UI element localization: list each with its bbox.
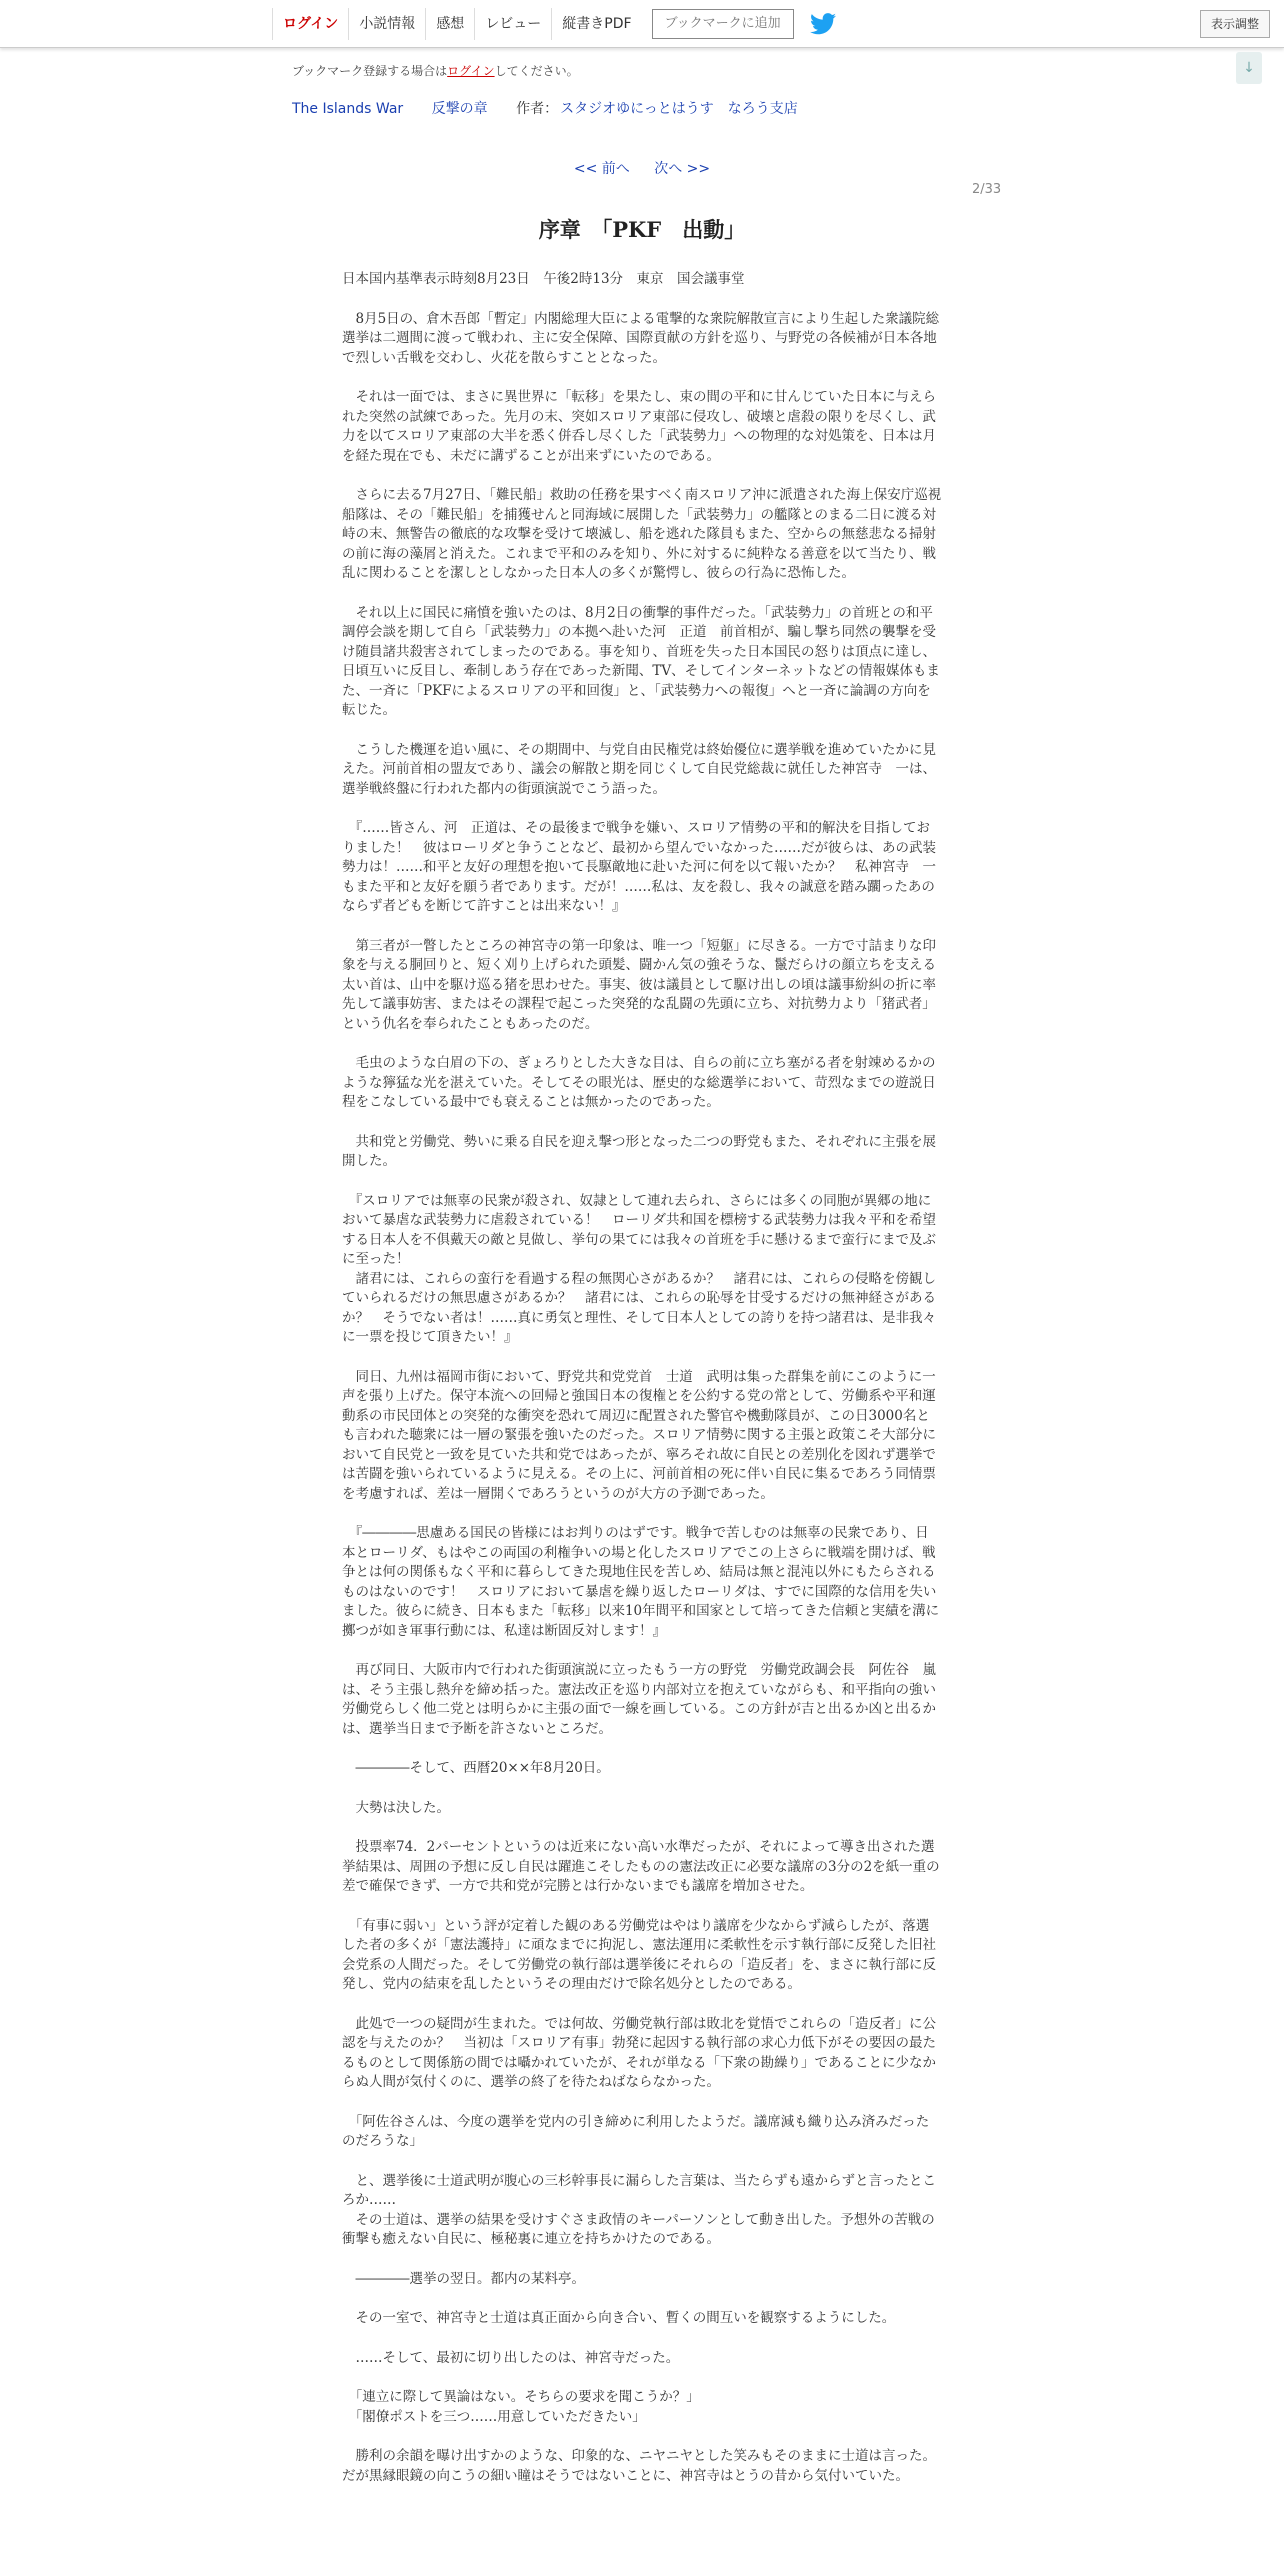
- body-paragraph: ――――そして、西暦20××年8月20日。: [342, 1760, 610, 1776]
- chapter-link[interactable]: 反撃の章: [431, 101, 488, 117]
- page-number: 2/33: [972, 182, 1002, 197]
- body-paragraph: 『――――思慮ある国民の皆様にはお判りのはずです。戦争で苦しむのは無辜の民衆であり、日本とローリダ、もはやこの両国の利権争いの場と化したスロリアでこの上さらに戦端を開けば、戦争とは何の関係もなく平和に暮らしてきた現地住民を苦しめ、結局は無と混沌以外にもたらされるものはないのです！ スロリアにおいて暴虐を繰り返したローリダは、すでに国際的な信用を失いました。彼らに続き、日本もまた「転移」以来10年間平和国家として培ってきた信頼と実績を溝に擲つが如き軍事行動には、私達は断固反対します！』: [342, 1525, 940, 1639]
- body-paragraph: 再び同日、大阪市内で行われた街頭演説に立ったもう一方の野党 労働党政調会長 阿佐谷 嵐は、そう主張し熱弁を締め括った。憲法改正を巡り内部対立を抱えていながらも、和平指向の強い労働党らしく他二党とは明らかに主張の面で一線を画している。この方針が吉と出るか凶と出るかは、選挙当日まで予断を許さないところだ。: [342, 1662, 936, 1737]
- body-paragraph: 投票率74．2パーセントというのは近来にない高い水準だったが、それによって導き出された選挙結果は、周囲の予想に反し自民は躍進こそしたものの憲法改正に必要な議席の3分の2を紙一重の差で確保できず、一方で共和党が完勝とは行かないまでも議席を増加させた。: [342, 1839, 940, 1894]
- body-paragraph: と、選挙後に士道武明が腹心の三杉幹事長に漏らした言葉は、当たらずも遠からずと言ったところか…… その士道は、選挙の結果を受けすぐさま政情のキーパーソンとして動き出した。予想外の苦戦の衝撃も癒えない自民に、極秘裏に連立を持ちかけたのである。: [342, 2172, 936, 2247]
- body-paragraph: 共和党と労働党、勢いに乗る自民を迎え撃つ形となった二つの野党もまた、それぞれに主張を展開した。: [342, 1133, 936, 1169]
- page-navigation: [0, 158, 1284, 178]
- body-paragraph: 『……皆さん、河 正道は、その最後まで戦争を嫌い、スロリア情勢の平和的解決を目指しておりました！ 彼はローリダと争うことなど、最初から望んでいなかった……だが彼らは、あの武装勢力は！……和平と友好の理想を抱いて長駆敵地に赴いた河に何を以て報いたか？ 私神宮寺 一もまた平和と友好を願う者であります。だが！……私は、友を殺し、我々の誠意を踏み躙ったあのならず者どもを断じて許すことは出来ない！』: [342, 820, 936, 914]
- body-paragraph: 「連立に際して異論はない。そちらの要求を聞こうか？」 「閣僚ポストを三つ……用意していただきたい」: [355, 2389, 700, 2425]
- body-paragraph: ――――選挙の翌日。都内の某料亭。: [342, 2270, 585, 2287]
- nav-review-link[interactable]: レビュー: [474, 8, 551, 40]
- body-paragraph: 8月5日の、倉木吾郎「暫定」内閣総理大臣による電撃的な衆院解散宣言により生起した衆議院総選挙は二週間に渡って戦われ、主に安全保障、国際貢献の方針を巡り、与野党の各候補が日本各地で烈しい舌戦を交わし、火花を散らすこととなった。: [342, 310, 940, 366]
- nav-novel-info-link[interactable]: 小説情報: [348, 8, 425, 40]
- breadcrumb: [292, 98, 822, 118]
- twitter-icon[interactable]: [810, 12, 838, 36]
- body-paragraph: 毛虫のような白眉の下の、ぎょろりとした大きな目は、自らの前に立ち塞がる者を射竦めるかのような獰猛な光を湛えていた。そしてその眼光は、歴史的な総選挙において、苛烈なまでの遊説日程をこなしている最中でも衰えることは無かったのであった。: [342, 1055, 936, 1110]
- nav-impressions-link[interactable]: 感想: [425, 8, 474, 40]
- body-paragraph: ……そして、最初に切り出したのは、神宮寺だった。: [342, 2349, 680, 2366]
- body-paragraph: 大勢は決した。: [342, 1799, 450, 1816]
- series-title-link[interactable]: The Islands War: [292, 101, 404, 117]
- body-paragraph: その一室で、神宮寺と士道は真正面から向き合い、暫くの間互いを観察するようにした。: [342, 2310, 896, 2326]
- top-nav-bar: [0, 0, 1284, 48]
- novel-body: [342, 270, 942, 2506]
- add-bookmark-button[interactable]: ブックマークに追加: [652, 9, 794, 39]
- body-paragraph: 此処で一つの疑問が生まれた。では何故、労働党執行部は敗北を覚悟でこれらの「造反者」に公認を与えたのか？ 当初は「スロリア有事」勃発に起因する執行部の求心力低下がその要因の最たるものとして関係筋の間では囁かれていたが、それが単なる「下衆の勘繰り」であることに少なからぬ人間が気付くのに、選挙の終了を待たねばならなかった。: [342, 2015, 936, 2090]
- nav-menu: [272, 8, 838, 40]
- body-paragraph: 「阿佐谷さんは、今度の選挙を党内の引き締めに利用したようだ。議席減も織り込み済みだったのだろうな」: [342, 2113, 930, 2149]
- body-paragraph: 日本国内基準表示時刻8月23日 午後2時13分 東京 国会議事堂: [342, 271, 745, 287]
- body-paragraph: それ以上に国民に痛憤を強いたのは、8月2日の衝撃的事件だった。「武装勢力」の首班との和平調停会談を期して自ら「武装勢力」の本拠へ赴いた河 正道 前首相が、騙し撃ち同然の襲撃を受け随員諸共殺害されてしまったのである。事を知り、首班を失った日本国民の怒りは頂点に達し、日頃互いに反目し、牽制しあう存在であった新聞、TV、そしてインターネットなどの情報媒体もまた、一斉に「PKFによるスロリアの平和回復」と、「武装勢力への報復」へと一斉に論調の方向を転じた。: [342, 604, 940, 718]
- notice-text-after: してください。: [494, 64, 579, 78]
- body-paragraph: 「有事に弱い」という評が定着した観のある労働党はやはり議席を少なからず減らしたが、落選した者の多くが「憲法護持」に頑なまでに拘泥し、憲法運用に柔軟性を示す執行部に反発した旧社会党系の人間だった。そして労働党の執行部は選挙後にそれらの「造反者」を、まさに執行部に反発し、党内の結束を乱したというその理由だけで除名処分としたのである。: [342, 1917, 936, 1992]
- body-paragraph: 勝利の余韻を曝け出すかのような、印象的な、ニヤニヤとした笑みもそのままに士道は言った。だが黒縁眼鏡の向こうの細い瞳はそうではないことに、神宮寺はとうの昔から気付いていた。: [342, 2448, 936, 2484]
- next-page-link[interactable]: 次へ >>: [654, 161, 711, 177]
- body-paragraph: さらに去る7月27日、「難民船」救助の任務を果すべく南スロリア沖に派遣された海上保安庁巡視船隊は、その「難民船」を捕獲せんと同海域に展開した「武装勢力」の艦隊とのまる二日に渡る対峙の末、無警告の徹底的な攻撃を受けて壊滅し、船を逃れた隊員もまた、空からの無慈悲なる掃射の前に海の藻屑と消えた。これまで平和のみを知り、外に対するに純粋なる善意を以て当たり、戦乱に関わることを潔しとしなかった日本人の多くが驚愕し、彼らの行為に恐怖した。: [342, 487, 942, 581]
- prev-page-link[interactable]: << 前へ: [573, 161, 630, 177]
- author-label: 作者：: [516, 101, 559, 117]
- body-paragraph: 第三者が一瞥したところの神宮寺の第一印象は、唯一つ「短躯」に尽きる。一方で寸詰まりな印象を与える胴回りと、短く刈り上げられた頭髪、闘かん気の強そうな、鬣だらけの顔立ちを支える太い首は、山中を駆け巡る猪を思わせた。事実、彼は議員として駆け出しの頃は議事紛糾の折に率先して議事妨害、またはその課程で起こった突発的な乱闘の先頭に立ち、対抗勢力より「猪武者」という仇名を奉られたこともあったのだ。: [342, 937, 936, 1032]
- nav-vertical-pdf-link[interactable]: 縦書きPDF: [551, 8, 641, 40]
- notice-text-before: ブックマーク登録する場合は: [292, 64, 448, 78]
- body-paragraph: それは一面では、まさに異世界に「転移」を果たし、束の間の平和に甘んじていた日本に与えられた突然の試練であった。先月の末、突如スロリア東部に侵攻し、破壊と虐殺の限りを尽くし、武力を以てスロリア東部の大半を悉く併呑し尽くした「武装勢力」への物理的な対処策を、日本は月を経た現在でも、未だに講ずることが出来ずにいたのである。: [342, 389, 936, 464]
- scroll-down-icon[interactable]: ↓: [1236, 52, 1262, 84]
- notice-login-link[interactable]: ログイン: [447, 64, 495, 78]
- login-notice: [292, 62, 579, 79]
- body-paragraph: 『スロリアでは無辜の民衆が殺され、奴隷として連れ去られ、さらには多くの同胞が異郷の地において暴虐な武装勢力に虐殺されている！ ローリダ共和国を標榜する武装勢力は我々平和を希望する日本人を不俱戴天の敵と見做し、挙句の果てには我々の首班を手に懸けるまで蛮行にまで及ぶに至った！ 諸君には、これらの蛮行を看過する程の無関心さがあるか？ 諸君には、これらの侵略を傍観していられるだけの無思慮さがあるか？ 諸君には、これらの恥辱を甘受するだけの無神経さがあるか？ そうでない者は！……真に勇気と理性、そして日本人としての誇りを持つ諸君は、是非我々に一票を投じて頂きたい！』: [342, 1192, 936, 1345]
- body-paragraph: こうした機運を追い風に、その期間中、与党自由民権党は終始優位に選挙戦を進めていたかに見えた。河前首相の盟友であり、議会の解散と期を同じくして自民党総裁に就任した神宮寺 一は、選挙戦終盤に行われた都内の街頭演説でこう語った。: [342, 741, 936, 797]
- chapter-title: 序章 「PKF 出動」: [538, 217, 746, 242]
- author-link[interactable]: スタジオゆにっとはうす なろう支店: [560, 101, 798, 117]
- nav-login-link[interactable]: ログイン: [272, 8, 348, 40]
- body-paragraph: 同日、九州は福岡市街において、野党共和党党首 士道 武明は集った群集を前にこのように一声を張り上げた。保守本流への回帰と強国日本の復権とを公約する党の常として、労働系や平和運動系の市民団体との突発的な衝突を恐れて周辺に配置された警官や機動隊員が、この日3000名とも言われた聴衆には一層の緊張を強いたのだった。スロリア情勢に関する主張と政策こそ大部分において自民党と一致を見ていた共和党ではあったが、寧ろそれ故に自民との差別化を図れず選挙では苦闘を強いられているように見える。その上に、河前首相の死に伴い自民に集るであろう同情票を考慮すれば、差は一層開くであろうというのが大方の予測であった。: [342, 1368, 936, 1502]
- display-settings-button[interactable]: 表示調整: [1200, 10, 1270, 38]
